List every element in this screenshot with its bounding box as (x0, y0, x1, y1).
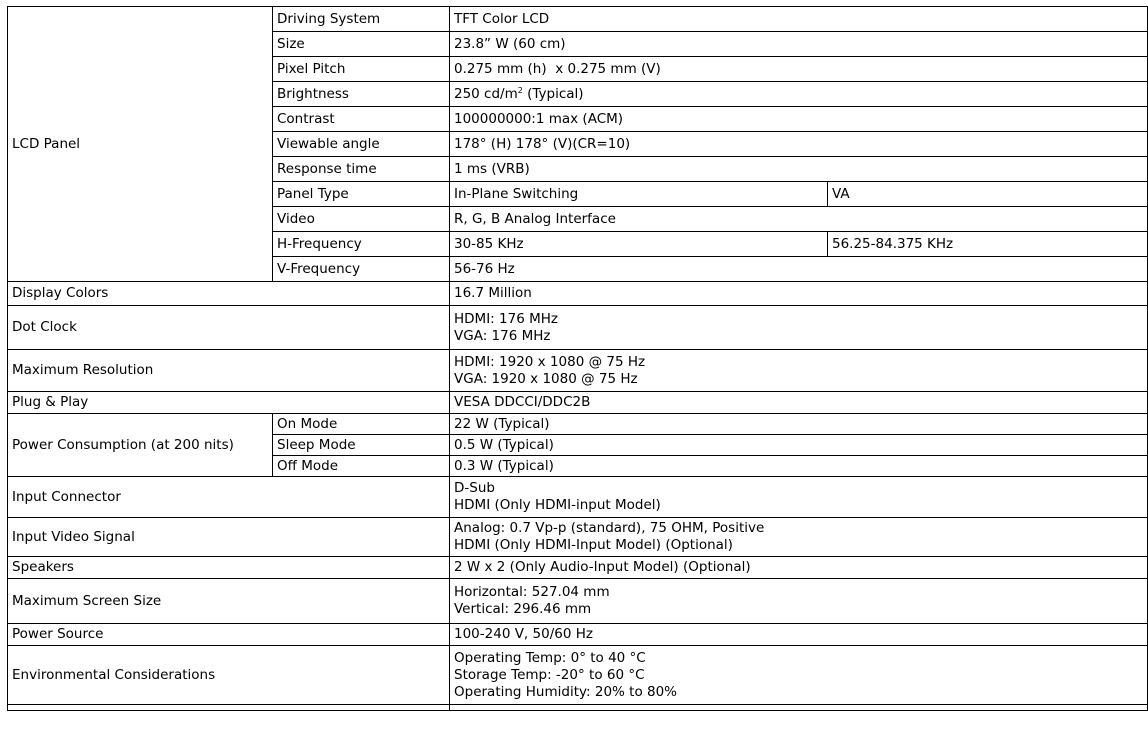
table-row (8, 579, 1148, 624)
value-line: VGA: 176 MHz (454, 327, 551, 344)
spec-name: Viewable angle (273, 132, 450, 157)
spec-label: Input Video Signal (8, 518, 450, 557)
spec-value: 0.5 W (Typical) (450, 435, 1148, 456)
spec-name: On Mode (273, 414, 450, 435)
spec-name: Driving System (273, 7, 450, 32)
spec-value: VESA DDCCI/DDC2B (450, 392, 1148, 414)
spec-label: Speakers (8, 557, 450, 579)
table-row (8, 282, 1148, 306)
table-row (8, 477, 1148, 518)
lcd-panel-label: LCD Panel (8, 7, 273, 282)
table-row (8, 414, 1148, 435)
spec-value (450, 705, 1148, 711)
value-line: Operating Humidity: 20% to 80% (454, 683, 678, 700)
table-row (8, 392, 1148, 414)
table-row (8, 646, 1148, 705)
brightness-suffix: (Typical) (522, 85, 584, 102)
spec-value: 178° (H) 178° (V)(CR=10) (450, 132, 1148, 157)
spec-value: TFT Color LCD (450, 7, 1148, 32)
spec-value: 16.7 Million (450, 282, 1148, 306)
value-line: VGA: 1920 x 1080 @ 75 Hz (454, 370, 638, 387)
table-row (8, 705, 1148, 711)
spec-name: Response time (273, 157, 450, 182)
brightness-value: 250 cd/m (454, 85, 518, 102)
spec-value: 0.3 W (Typical) (450, 456, 1148, 477)
spec-label: Power Source (8, 624, 450, 646)
table-row (8, 624, 1148, 646)
spec-value: 100-240 V, 50/60 Hz (450, 624, 1148, 646)
spec-name: Off Mode (273, 456, 450, 477)
spec-name: Brightness (273, 82, 450, 107)
spec-name: Panel Type (273, 182, 450, 207)
spec-value (450, 579, 1148, 624)
spec-label: Environmental Considerations (8, 646, 450, 705)
spec-label: Dot Clock (8, 306, 450, 350)
spec-value: 56-76 Hz (450, 257, 1148, 282)
value-line: Vertical: 296.46 mm (454, 601, 592, 617)
spec-value (450, 518, 1148, 557)
spec-label: Maximum Screen Size (8, 579, 450, 624)
spec-name: Contrast (273, 107, 450, 132)
spec-value: 2 W x 2 (Only Audio-Input Model) (Optional) (450, 557, 1148, 579)
spec-value (450, 350, 1148, 392)
spec-value (450, 477, 1148, 518)
spec-value (450, 82, 1148, 107)
brightness-superscript: 2 (517, 85, 523, 95)
spec-value: R, G, B Analog Interface (450, 207, 1148, 232)
spec-label: Maximum Resolution (8, 350, 450, 392)
power-consumption-label: Power Consumption (at 200 nits) (8, 414, 273, 477)
table-row (8, 518, 1148, 557)
spec-value: 1 ms (VRB) (450, 157, 1148, 182)
spec-name: Video (273, 207, 450, 232)
table-row (8, 306, 1148, 350)
value-line: Horizontal: 527.04 mm (454, 584, 610, 600)
spec-name: Size (273, 32, 450, 57)
value-line: HDMI: 1920 x 1080 @ 75 Hz (454, 353, 646, 370)
value-line: Operating Temp: 0° to 40 °C (454, 649, 646, 666)
table-row (8, 7, 1148, 32)
value-line: D-Sub (454, 480, 495, 496)
spec-value: 30-85 KHz (450, 232, 828, 257)
spec-name: H-Frequency (273, 232, 450, 257)
value-line: HDMI (Only HDMI-input Model) (454, 497, 661, 513)
spec-value-alt: 56.25-84.375 KHz (828, 232, 1148, 257)
spec-name: V-Frequency (273, 257, 450, 282)
spec-value (450, 646, 1148, 705)
value-line: Storage Temp: -20° to 60 °C (454, 666, 645, 683)
spec-value: 22 W (Typical) (450, 414, 1148, 435)
spec-label: Plug & Play (8, 392, 450, 414)
spec-name: Sleep Mode (273, 435, 450, 456)
spec-value (450, 306, 1148, 350)
spec-name: Pixel Pitch (273, 57, 450, 82)
spec-table (7, 6, 1148, 711)
spec-value: 100000000:1 max (ACM) (450, 107, 1148, 132)
spec-value: 23.8” W (60 cm) (450, 32, 1148, 57)
spec-value-alt: VA (828, 182, 1148, 207)
spec-label: Display Colors (8, 282, 450, 306)
spec-value: 0.275 mm (h) x 0.275 mm (V) (450, 57, 1148, 82)
table-row (8, 557, 1148, 579)
value-line: Analog: 0.7 Vp-p (standard), 75 OHM, Positive (454, 520, 765, 536)
value-line: HDMI: 176 MHz (454, 310, 558, 327)
spec-label: Input Connector (8, 477, 450, 518)
spec-value: In-Plane Switching (450, 182, 828, 207)
spec-label (8, 705, 450, 711)
value-line: HDMI (Only HDMI-Input Model) (Optional) (454, 537, 733, 553)
table-row (8, 350, 1148, 392)
